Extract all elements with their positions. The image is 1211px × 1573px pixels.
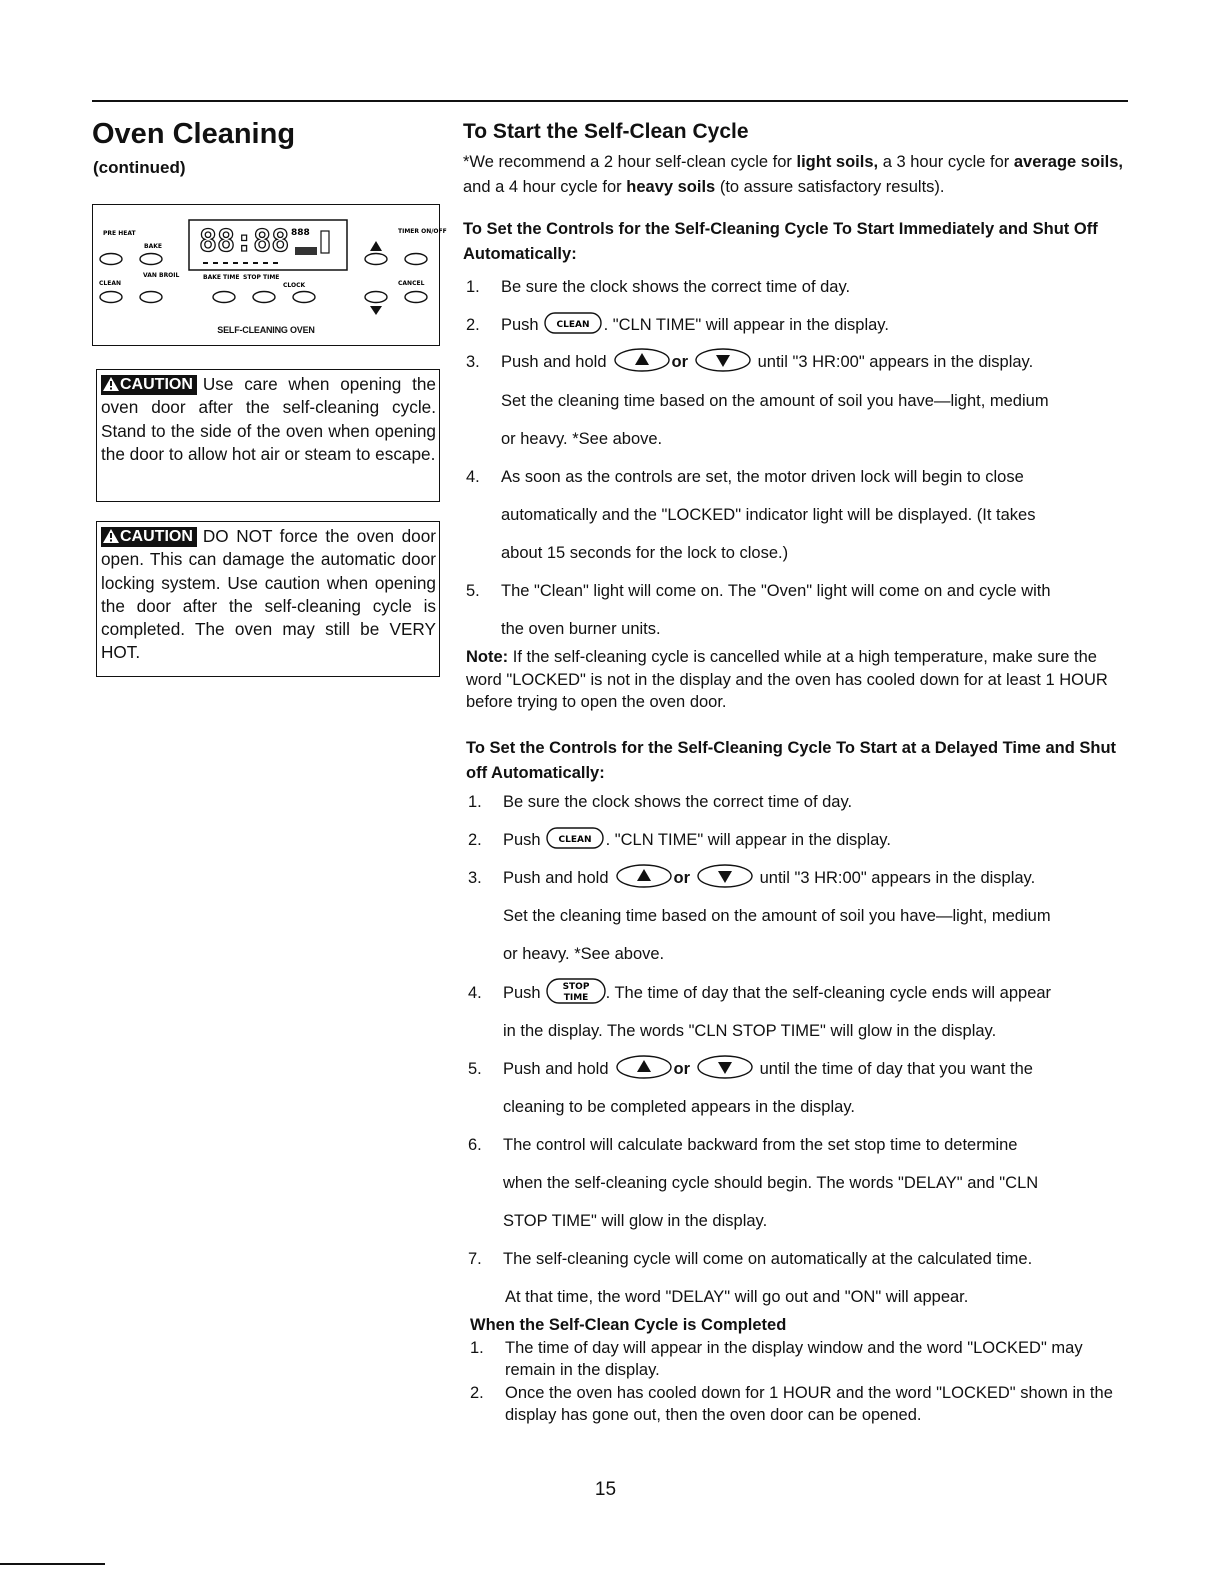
footer-rule	[0, 1563, 105, 1565]
caution-box-door-lock	[96, 521, 440, 677]
label-timer: TIMER ON/OFF	[398, 228, 447, 235]
bake-button	[140, 254, 162, 265]
display-digits: 88:88	[199, 224, 290, 259]
up-arrow-icon	[370, 241, 382, 251]
step-6-cont: STOP TIME" will glow in the display.	[503, 1212, 768, 1230]
section-heading: To Start the Self-Clean Cycle	[463, 120, 749, 143]
subsection-heading-delayed: To Set the Controls for the Self-Cleaning Cycle To Start at a Delayed Time and Shut off Automatically:	[466, 739, 1117, 782]
label-clean: CLEAN	[99, 280, 121, 287]
top-rule	[92, 100, 1128, 102]
cancel-button	[405, 292, 427, 303]
clean-button	[100, 292, 122, 303]
caution-badge: CAUTION	[101, 375, 197, 395]
bake-time-button	[213, 292, 235, 303]
svg-text:CLEAN: CLEAN	[556, 319, 590, 330]
down-key-icon	[696, 1054, 754, 1080]
label-bake: BAKE	[144, 243, 162, 250]
step-5-cont: cleaning to be completed appears in the display.	[503, 1098, 855, 1116]
caution-text: DO NOT force the oven door open. This can damage the automatic door locking system. Use caution when opening the door after the self-cleaning cycle is completed. The oven may still be VERY HOT.	[101, 526, 436, 663]
timer-button	[405, 254, 427, 265]
note-paragraph: Note: If the self-cleaning cycle is cancelled while at a high temperature, make sure the word "LOCKED" is not in the display and the oven has cooled down for at least 1 HOUR before trying to open the oven door.	[466, 648, 1108, 711]
stop-time-button	[253, 292, 275, 303]
step-4-cont: in the display. The words "CLN STOP TIME" will glow in the display.	[503, 1022, 997, 1040]
step-6-cont: when the self-cleaning cycle should begin. The words "DELAY" and "CLN	[503, 1174, 1039, 1192]
step-4-cont: about 15 seconds for the lock to close.)	[501, 544, 789, 562]
step-5-cont: the oven burner units.	[501, 620, 661, 638]
subsection-heading-completed: When the Self-Clean Cycle is Completed	[470, 1316, 787, 1334]
svg-text:STOP: STOP	[562, 981, 590, 992]
subsection-heading-immediate: To Set the Controls for the Self-Cleaning Cycle To Start Immediately and Shut Off Automatically:	[463, 220, 1098, 263]
broil-button	[140, 292, 162, 303]
down-key-icon	[694, 347, 752, 373]
clean-key-icon	[547, 826, 605, 850]
step-3-cont: Set the cleaning time based on the amount of soil you have—light, medium	[503, 907, 1051, 925]
down-button	[365, 292, 387, 303]
caution-badge: CAUTION	[101, 527, 197, 547]
label-van-broil: VAN BROIL	[143, 272, 180, 279]
label-bake-time: BAKE TIME	[203, 274, 240, 281]
down-key-icon	[696, 863, 754, 889]
caution-text: Use care when opening the oven door after the self-cleaning cycle. Stand to the side of the oven when opening the door to allow hot air or steam to escape.	[101, 374, 436, 464]
label-stop-time: STOP TIME	[243, 274, 280, 281]
step-3-cont: or heavy. *See above.	[501, 430, 663, 448]
control-panel-illustration	[92, 204, 447, 346]
panel-caption: SELF-CLEANING OVEN	[217, 325, 315, 335]
up-key-icon	[615, 863, 673, 889]
caution-box-door-opening	[96, 369, 440, 502]
svg-text:CLEAN: CLEAN	[558, 834, 592, 845]
step-7-cont: At that time, the word "DELAY" will go out and "ON" will appear.	[505, 1288, 969, 1306]
step-3-cont: or heavy. *See above.	[503, 945, 665, 963]
step-4-cont: automatically and the "LOCKED" indicator light will be displayed. (It takes	[501, 506, 1036, 524]
clock-button	[293, 292, 315, 303]
up-button	[365, 254, 387, 265]
warning-triangle-icon	[103, 529, 119, 543]
label-cancel: CANCEL	[398, 280, 425, 287]
label-clock: CLOCK	[283, 282, 306, 289]
clean-key-icon	[545, 311, 603, 335]
pre-heat-button	[100, 254, 122, 265]
label-pre-heat: PRE HEAT	[103, 230, 136, 237]
up-key-icon	[615, 1054, 673, 1080]
stop-time-key-icon	[547, 977, 605, 1005]
page-title: Oven Cleaning	[92, 118, 296, 150]
page-number: 15	[594, 1479, 617, 1500]
intro-paragraph: *We recommend a 2 hour self-clean cycle for light soils, a 3 hour cycle for average soils, and a 4 hour cycle for heavy soils (to assure satisfactory results).	[463, 153, 1123, 196]
page-subtitle: (continued)	[93, 158, 186, 177]
svg-text:TIME: TIME	[563, 992, 588, 1003]
step-3-cont: Set the cleaning time based on the amount of soil you have—light, medium	[501, 392, 1049, 410]
display-small-digits: 888	[291, 228, 310, 238]
down-arrow-icon	[370, 306, 382, 315]
warning-triangle-icon	[103, 377, 119, 391]
up-key-icon	[613, 347, 671, 373]
